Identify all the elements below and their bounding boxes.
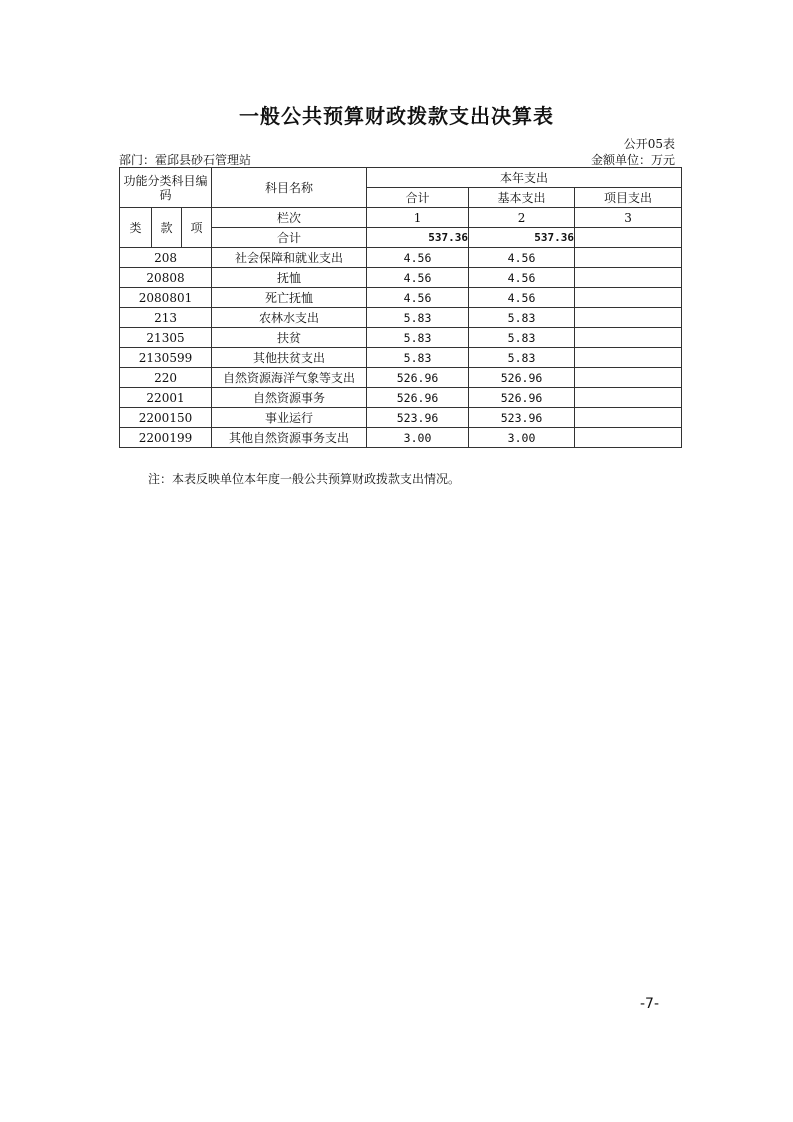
total-row-basic: 537.36 <box>469 228 575 248</box>
row-code: 208 <box>120 248 212 268</box>
header-project: 项目支出 <box>575 188 682 208</box>
row-subject-name: 死亡抚恤 <box>212 288 367 308</box>
row-project <box>575 368 682 388</box>
row-basic: 4.56 <box>469 288 575 308</box>
total-row-project <box>575 228 682 248</box>
header-col1: 1 <box>367 208 469 228</box>
header-lanci: 栏次 <box>212 208 367 228</box>
row-code: 2130599 <box>120 348 212 368</box>
row-total: 5.83 <box>367 328 469 348</box>
row-basic: 4.56 <box>469 248 575 268</box>
row-code: 22001 <box>120 388 212 408</box>
row-project <box>575 268 682 288</box>
row-project <box>575 308 682 328</box>
row-subject-name: 自然资源海洋气象等支出 <box>212 368 367 388</box>
unit-label: 金额单位：万元 <box>590 153 675 167</box>
header-func-code: 功能分类科目编码 <box>120 168 212 208</box>
total-row-label: 合计 <box>212 228 367 248</box>
row-total: 4.56 <box>367 268 469 288</box>
header-col2: 2 <box>469 208 575 228</box>
row-total: 4.56 <box>367 288 469 308</box>
expenditure-table <box>119 167 682 448</box>
row-subject-name: 其他扶贫支出 <box>212 348 367 368</box>
row-project <box>575 388 682 408</box>
row-basic: 5.83 <box>469 308 575 328</box>
table-row <box>120 388 682 408</box>
row-subject-name: 社会保障和就业支出 <box>212 248 367 268</box>
row-basic: 5.83 <box>469 328 575 348</box>
row-project <box>575 428 682 448</box>
form-number: 公开05表 <box>623 137 675 151</box>
header-basic: 基本支出 <box>469 188 575 208</box>
table-row <box>120 308 682 328</box>
row-total: 526.96 <box>367 388 469 408</box>
table-row <box>120 348 682 368</box>
row-code: 20808 <box>120 268 212 288</box>
header-lei: 类 <box>120 208 152 248</box>
row-total: 3.00 <box>367 428 469 448</box>
row-total: 5.83 <box>367 308 469 328</box>
row-code: 220 <box>120 368 212 388</box>
row-total: 5.83 <box>367 348 469 368</box>
header-xiang: 项 <box>182 208 212 248</box>
header-kuan: 款 <box>152 208 182 248</box>
table-row <box>120 428 682 448</box>
row-subject-name: 农林水支出 <box>212 308 367 328</box>
row-total: 523.96 <box>367 408 469 428</box>
row-total: 4.56 <box>367 248 469 268</box>
row-code: 2200199 <box>120 428 212 448</box>
row-subject-name: 自然资源事务 <box>212 388 367 408</box>
row-subject-name: 扶贫 <box>212 328 367 348</box>
footnote: 注：本表反映单位本年度一般公共预算财政拨款支出情况。 <box>148 472 461 486</box>
row-basic: 526.96 <box>469 368 575 388</box>
table-row <box>120 328 682 348</box>
row-code: 213 <box>120 308 212 328</box>
header-current-year: 本年支出 <box>367 168 682 188</box>
table-row <box>120 408 682 428</box>
header-row-1 <box>120 168 682 188</box>
row-project <box>575 408 682 428</box>
page-number: -7- <box>640 996 660 1012</box>
page-title: 一般公共预算财政拨款支出决算表 <box>239 104 554 128</box>
row-subject-name: 事业运行 <box>212 408 367 428</box>
row-project <box>575 288 682 308</box>
header-col3: 3 <box>575 208 682 228</box>
header-total: 合计 <box>367 188 469 208</box>
header-row-3 <box>120 208 682 228</box>
row-subject-name: 抚恤 <box>212 268 367 288</box>
row-total: 526.96 <box>367 368 469 388</box>
row-basic: 526.96 <box>469 388 575 408</box>
department-label: 部门：霍邱县砂石管理站 <box>119 153 252 167</box>
total-row-total: 537.36 <box>367 228 469 248</box>
row-project <box>575 248 682 268</box>
row-subject-name: 其他自然资源事务支出 <box>212 428 367 448</box>
row-basic: 5.83 <box>469 348 575 368</box>
table-row <box>120 268 682 288</box>
row-basic: 523.96 <box>469 408 575 428</box>
row-project <box>575 328 682 348</box>
row-basic: 3.00 <box>469 428 575 448</box>
row-code: 2200150 <box>120 408 212 428</box>
row-project <box>575 348 682 368</box>
row-code: 21305 <box>120 328 212 348</box>
header-subject-name: 科目名称 <box>212 168 367 208</box>
table-row <box>120 248 682 268</box>
row-basic: 4.56 <box>469 268 575 288</box>
table-row <box>120 288 682 308</box>
table-row <box>120 368 682 388</box>
row-code: 2080801 <box>120 288 212 308</box>
